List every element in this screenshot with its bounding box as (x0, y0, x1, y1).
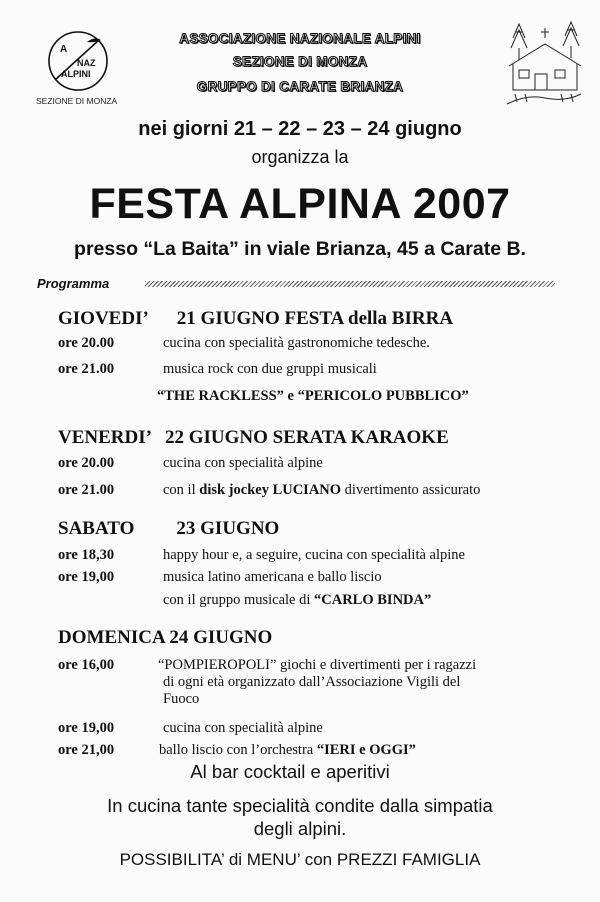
day-heading-venerdi (58, 427, 449, 449)
menu-note: POSSIBILITA’ di MENU’ con PREZZI FAMIGLIA (119, 850, 481, 869)
event-time: ore 19,00 (58, 569, 115, 585)
event-description: musica latino americana e ballo liscio (163, 569, 382, 585)
day-date: 23 GIUGNO (176, 518, 280, 539)
event-bands: “THE RACKLESS” e “PERICOLO PUBBLICO” (157, 388, 469, 404)
mountain-hut-icon (505, 18, 583, 106)
event-description: cucina con specialità alpine (163, 720, 323, 736)
event-time: ore 21.00 (58, 482, 115, 498)
event-location: presso “La Baita” in viale Brianza, 45 a Carate B. (74, 238, 526, 260)
organizza-la: organizza la (251, 147, 349, 167)
event-description: con il disk jockey LUCIANO divertimento assicurato (163, 482, 481, 498)
event-time: ore 21.00 (58, 361, 115, 377)
event-description: cucina con specialità gastronomiche tedesche. (163, 335, 430, 351)
event-description: cucina con specialità alpine (163, 455, 323, 471)
day-name: GIOVEDI’ (58, 308, 149, 329)
day-name: SABATO (58, 518, 135, 539)
event-days: nei giorni 21 – 22 – 23 – 24 giugno (138, 118, 462, 140)
day-heading-domenica: DOMENICA 24 GIUGNO (58, 627, 273, 648)
day-heading-giovedi (58, 308, 453, 330)
event-time: ore 18,30 (58, 547, 115, 563)
day-name: VENERDI’ (58, 427, 152, 448)
logo-text-a: A (60, 44, 68, 55)
event-time: ore 21,00 (58, 742, 115, 758)
event-description: musica rock con due gruppi musicali (163, 361, 377, 377)
cucina-note-line-2: degli alpini. (253, 818, 347, 839)
day-date: 22 GIUGNO SERATA KARAOKE (164, 427, 449, 448)
event-description: happy hour e, a seguire, cucina con specialità alpine (163, 547, 465, 563)
logo-text-alpini: ALPINI (61, 69, 91, 79)
event-title: FESTA ALPINA 2007 (89, 180, 511, 228)
cucina-note-line-1: In cucina tante specialità condite dalla simpatia (107, 795, 493, 816)
day-date: 21 GIUGNO FESTA della BIRRA (176, 308, 454, 329)
bar-note: Al bar cocktail e aperitivi (190, 761, 390, 782)
org-line-3: GRUPPO DI CARATE BRIANZA (196, 79, 404, 94)
event-description-line: di ogni età organizzato dall’Associazione Vigili del (163, 674, 461, 690)
event-description-line: “POMPIEROPOLI” giochi e divertimenti per i ragazzi (158, 657, 477, 673)
event-description-line: Fuoco (163, 691, 200, 707)
day-heading-sabato (58, 518, 279, 540)
event-time: ore 16,00 (58, 657, 115, 673)
event-description: con il gruppo musicale di “CARLO BINDA” (163, 592, 432, 608)
event-time: ore 19,00 (58, 720, 115, 736)
programma-label: Programma (37, 276, 110, 291)
programma-rule (145, 281, 555, 287)
logo-text-naz: NAZ (77, 58, 96, 68)
event-description: ballo liscio con l’orchestra “IERI e OGGI” (159, 742, 416, 758)
org-line-2: SEZIONE DI MONZA (232, 54, 368, 69)
event-time: ore 20.00 (58, 455, 115, 471)
org-line-1: ASSOCIAZIONE NAZIONALE ALPINI (179, 31, 421, 46)
logo-caption: SEZIONE DI MONZA (36, 96, 118, 106)
event-time: ore 20.00 (58, 335, 115, 351)
